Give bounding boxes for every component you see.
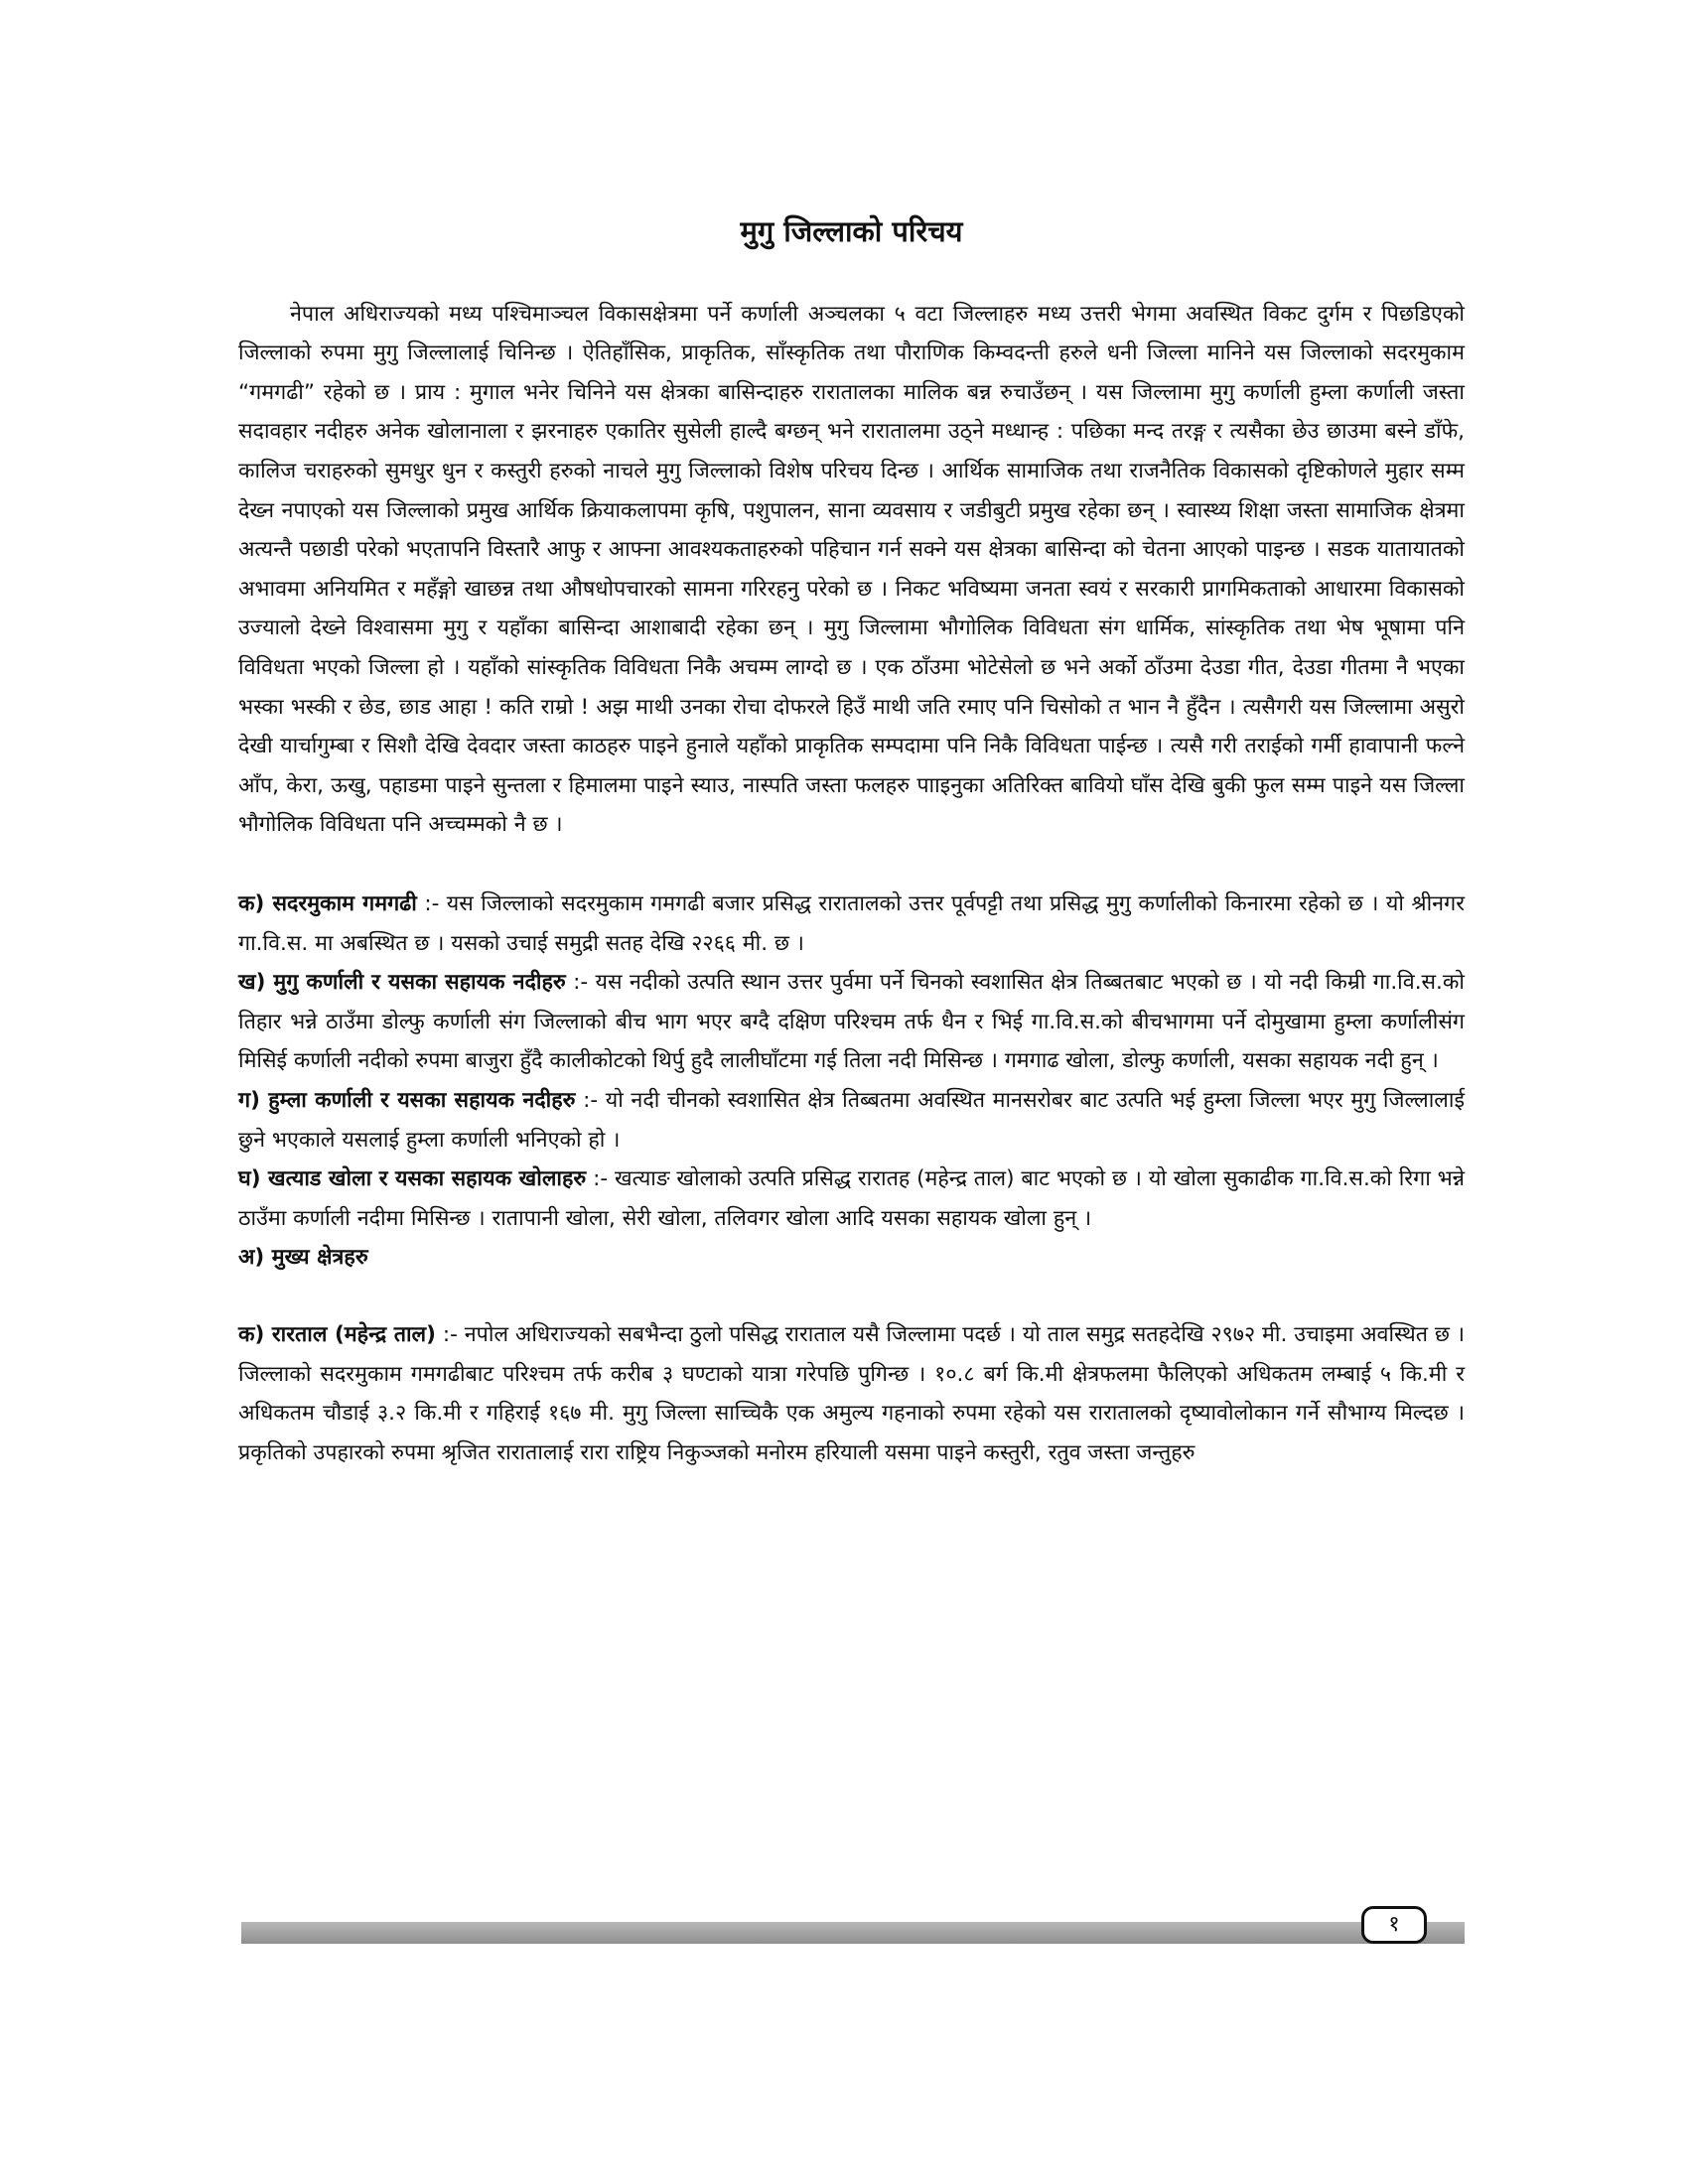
section-ga xyxy=(238,1081,1465,1160)
section-rara-heading: क) रारताल (महेन्द्र ताल) xyxy=(238,1321,436,1347)
section-ga-heading: ग) हुम्ला कर्णाली र यसका सहायक नदीहरु xyxy=(238,1087,576,1113)
section-ga-text: :- यो नदी चीनको स्वशासित क्षेत्र तिब्बतमा अवस्थित मानसरोबर बाट उत्पति भई हुम्ला जिल्ला भएर मुगु जिल्लालाई छुने भएकाले यसलाई हुम्ला कर्णाली भनिएको हो । xyxy=(238,1087,1465,1153)
page-number: १ xyxy=(1361,1906,1427,1944)
section-kha-heading: ख) मुगु कर्णाली र यसका सहायक नदीहरु xyxy=(238,970,566,996)
section-kha xyxy=(238,963,1465,1081)
document-page xyxy=(238,213,1465,1472)
section-gha xyxy=(238,1160,1465,1238)
section-ka-heading: क) सदरमुकाम गमगढी xyxy=(238,891,417,916)
section-rara-text: :- नपोल अधिराज्यको सबभैन्दा ठुलो पसिद्ध राराताल यसै जिल्लामा पदर्छ । यो ताल समुद्र सतहदेखि २९७२ मी. उचाइमा अवस्थित छ । जिल्लाको सदरमुकाम गमगढीबाट परिश्चम तर्फ करीब ३ घण्टाकाे यात्रा गरेपछि पुगिन्छ । १०.८ बर्ग कि.मी क्षेत्रफलमा फैलिएको अधिकतम लम्बाई ५ कि.मी र अधिकतम चौडाई ३.२ कि.मी र गहिराई १६७ मी. मुगु जिल्ला साच्चिकै एक अमुल्य गहनाको रुपमा रहेको यस रारातालको दृष्यावोलोकान गर्ने सौभाग्य मिल्दछ । प्रकृतिको उपहारको रुपमा श्रृजित रारातालाई रारा राष्ट्रिय निकुञ्जको मनोरम हरियाली यसमा पाइने कस्तुरी, रतुव जस्ता जन्तुहरु xyxy=(238,1321,1465,1465)
section-gha-heading: घ) खत्याड खोला र यसका सहायक खोलाहरु xyxy=(238,1166,587,1192)
subsection-title: अ) मुख्य क्षेत्रहरु xyxy=(238,1245,368,1271)
section-ka-text: :- यस जिल्लाको सदरमुकाम गमगढी बजार प्रसिद्ध रारातालको उत्तर पूर्वपट्टी तथा प्रसिद्ध मुगु कर्णालीको किनारमा रहेको छ । यो श्रीनगर गा.वि.स. मा अबस्थित छ । यसको उचाई समुद्री सतह देखि २२६६ मी. छ । xyxy=(238,891,1465,956)
page-footer xyxy=(241,1912,1465,1944)
section-rara xyxy=(238,1315,1465,1472)
section-kha-text: :- यस नदीको उत्पति स्थान उत्तर पुर्वमा पर्ने चिनको स्वशासित क्षेत्र तिब्बतबाट भएको छ । यो नदी किम्री गा.वि.स.को तिहार भन्ने ठाउँमा डोल्फु कर्णाली संग जिल्लाको बीच भाग भएर बग्दै दक्षिण परिश्चम तर्फ धैन र भिई गा.वि.स.को बीचभागमा पर्ने दोमुखामा हुम्ला कर्णालीसंग मिसिई कर्णाली नदीको रुपमा बाजुरा हुँदै कालीकोटको थिर्पु हुदै लालीघाँटमा गई तिला नदी मिसिन्छ । गमगाढ खोला, डोल्फु कर्णाली, यसका सहायक नदी हुन् । xyxy=(238,970,1465,1074)
section-gha-text: :- खत्याङ खोलाको उत्पति प्रसिद्ध रारातह (महेन्द्र ताल) बाट भएको छ । यो खोला सुकाढीक गा.वि.स.को रिगा भन्ने ठाउँमा कर्णाली नदीमा मिसिन्छ । रातापानी खोला, सेरी खोला, तलिवगर खोला आदि यसका सहायक खोला हुन् । xyxy=(238,1166,1465,1231)
document-title: मुगु जिल्लाको परिचय xyxy=(740,214,963,248)
footer-bar xyxy=(241,1922,1465,1944)
intro-paragraph: नेपाल अधिराज्यको मध्य पश्चिमाञ्चल विकासक्षेत्रमा पर्ने कर्णाली अञ्चलका ५ वटा जिल्लाहरु मध्य उत्तरी भेगमा अवस्थित विकट दुर्गम र पिछडिएको जिल्लाको रुपमा मुगु जिल्लालाई चिनिन्छ । ऐतिहाँसिक, प्राकृतिक, साँस्कृतिक तथा पौराणिक किम्वदन्ती हरुले धनी जिल्ला मानिने यस जिल्लाको सदरमुकाम “गमगढी” रहेको छ । प्राय : मुगाल भनेर चिनिने यस क्षेत्रका बासिन्दाहरु रारातालका मालिक बन्न रुचाउँछन् । यस जिल्लामा मुगु कर्णाली हुम्ला कर्णाली जस्ता सदावहार नदीहरु अनेक खोलानाला र झरनाहरु एकातिर सुसेली हाल्दै बग्छन् भने रारातालमा उठ्ने मध्धान्ह : पछिका मन्द तरङ्ग र त्यसैका छेउ छाउमा बस्ने डाँफे, कालिज चराहरुको सुमधुर धुन र कस्तुरी हरुको नाचले मुगु जिल्लाको विशेष परिचय दिन्छ । आर्थिक सामाजिक तथा राजनैतिक विकासको दृष्टिकोणले मुहार सम्म देख्न नपाएको यस जिल्लाको प्रमुख आर्थिक क्रियाकलापमा कृषि, पशुपालन, साना व्यवसाय र जडीबुटी प्रमुख रहेका छन् । स्वास्थ्य शिक्षा जस्ता सामाजिक क्षेत्रमा अत्यन्तै पछाडी परेको भएतापनि विस्तारै आफु र आफ्ना आवश्यकताहरुको पहिचान गर्न सक्ने यस क्षेत्रका बासिन्दा को चेतना आएको पाइन्छ । सडक यातायातको अभावमा अनियमित र महँङ्गो खाछन्न तथा औषधोपचारको सामना गरिरहनु परेको छ । निकट भविष्यमा जनता स्वयं र सरकारी प्रागमिकताको आधारमा विकासको उज्यालो देख्ने विश्वासमा मुगु र यहाँका बासिन्दा आशाबादी रहेका छन् । मुगु जिल्लामा भौगोलिक विविधता संग धार्मिक, सांस्कृतिक तथा भेष भूषामा पनि विविधता भएको जिल्ला हो । यहाँको सांस्कृतिक विविधता निकै अचम्म लाग्दो छ । एक ठाँउमा भोटेसेलो छ भने अर्को ठाँउमा देउडा गीत, देउडा गीतमा नै भएका भस्का भस्की र छेड, छाड आहा ! कति राम्रो ! अझ माथी उनका रोचा दोफरले हिउँ माथी जति रमाए पनि चिसोको त भान नै हुँदैन । त्यसैगरी यस जिल्लामा असुरो देखी यार्चागुम्बा र सिशौ देखि देवदार जस्ता काठहरु पाइने हुनाले यहाँको प्राकृतिक सम्पदामा पनि निकै विविधता पाईन्छ । त्यसै गरी तराईको गर्मी हावापानी फल्ने आँप, केरा, ऊखु, पहाडमा पाइने सुन्तला र हिमालमा पाइने स्याउ, नास्पति जस्ता फलहरु पााइनुका अतिरिक्त बावियो घाँस देखि बुकी फुल सम्म पाइने यस जिल्ला भौगोलिक विविधता पनि अच्चम्मको नै छ । xyxy=(238,301,1465,838)
section-ka xyxy=(238,885,1465,963)
spacer xyxy=(238,845,1465,885)
spacer xyxy=(238,1278,1465,1315)
